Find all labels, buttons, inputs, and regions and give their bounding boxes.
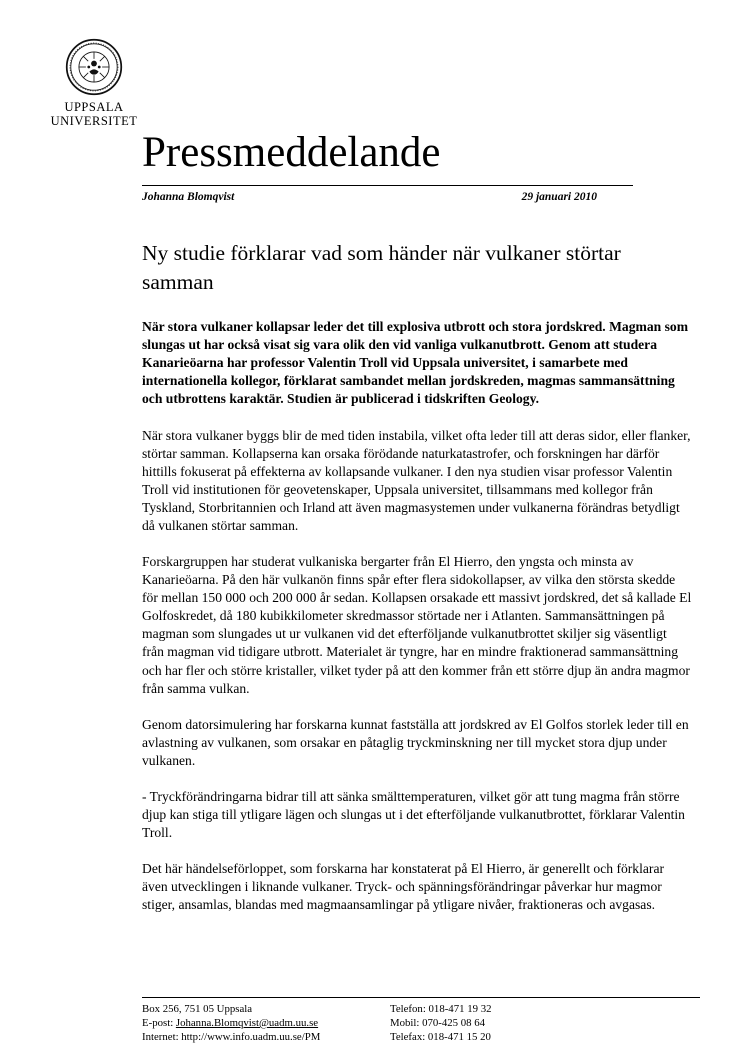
body-paragraph-1: När stora vulkaner byggs blir de med tiden instabila, vilket ofta leder till att deras sidor, eller flanker, störtar samman. Kollapserna kan orsaka förödande naturkatastrofer, och forskningen har därför hittills fokuserat på effekterna av kollapsande vulkaner. I den nya studien visar professor Valentin Troll vid institutionen för geovetenskaper, Uppsala universitet, tillsammans med kollegor från Tyskland, Storbritannien och Irland att även magmasystemen under vulkanerna förändras betydligt då vulkanen störtar samman. (142, 427, 691, 533)
footer-contact-left (142, 1003, 390, 1044)
footer-email-link[interactable]: Johanna.Blomqvist@uadm.uu.se (175, 1016, 319, 1029)
footer-fax: Telefax: 018-471 15 20 (390, 1030, 491, 1043)
footer-internet: Internet: http://www.info.uadm.uu.se/PM (142, 1030, 321, 1043)
org-name-line1: UPPSALA (64, 100, 124, 114)
author-name: Johanna Blomqvist (142, 191, 235, 204)
body-paragraph-4: - Tryckförändringarna bidrar till att sänka smälttemperaturen, vilket gör att tung magma från större djup kan stiga till ytligare lägen och slungas ut i det efterföljande vulkanutbrottet, förklarar Valentin Troll. (142, 788, 685, 841)
university-logo-block (42, 38, 146, 129)
university-seal-icon (65, 38, 123, 96)
document-title: Pressmeddelande (142, 129, 441, 176)
title-divider (142, 185, 633, 186)
body-paragraph-2: Forskargruppen har studerat vulkaniska bergarter från El Hierro, den yngsta och minsta av Kanarieöarna. På den här vulkanön finns spår efter flera sidokollapser, av vilka den största skedde för mellan 150 000 och 200 000 år sedan. Kollapsen orsakade ett massivt jordskred, det så kallade El Golfoskredet, då 180 kubikkilometer skredmassor störtade ner i Atlanten. Sammansättningen på magman som slungades ut ur vulkanen vid det efterföljande vulkanutbrottet skiljer sig väsentligt från magman vid tidigare utbrott. Materialet är tyngre, har en mindre fraktionerad sammansättning och har fler och större kristaller, vilket tyder på att den kommer från ett större djup än andra magmor från samma vulkan. (142, 554, 692, 696)
body-paragraph-5: Det här händelseförloppet, som forskarna har konstaterat på El Hierro, är generellt och förklarar även utvecklingen i liknande vulkaner. Tryck- och spänningsförändringar påverkar hur magmor stiger, ansamlas, blandas med magmaansamlingar på ytligare nivåer, fraktioneras och avgasas. (142, 861, 665, 913)
footer-phone: Telefon: 018-471 19 32 (390, 1003, 492, 1015)
org-name-line2: UNIVERSITET (50, 114, 138, 129)
footer (142, 997, 700, 1044)
footer-mobile: Mobil: 070-425 08 64 (390, 1016, 486, 1029)
footer-email-line (142, 1017, 390, 1031)
article-heading: Ny studie förklarar vad som händer när vulkaner störtar samman (142, 241, 621, 295)
footer-email-label: E-post: (142, 1016, 176, 1029)
footer-contact-right (390, 1003, 640, 1044)
footer-address: Box 256, 751 05 Uppsala (142, 1003, 253, 1015)
lead-paragraph: När stora vulkaner kollapsar leder det till explosiva utbrott och stora jordskred. Magman som slungas ut har också visat sig vara olik den vid vanliga vulkanutbrott. Genom att studera Kanarieöarna har professor Valentin Troll vid Uppsala universitet, i samarbete med internationella kollegor, förklarat sambandet mellan jordskreden, magmas sammansättning och utbrottens karaktär. Studien är publicerad i tidskriften Geology. (142, 319, 689, 407)
meta-row (142, 191, 597, 203)
document-content (142, 0, 692, 914)
body-paragraph-3: Genom datorsimulering har forskarna kunnat fastställa att jordskred av El Golfos storlek leder till en avlastning av vulkanen, som orsakar en påtaglig tryckminskning ner till mycket stora djup under vulkanen. (142, 716, 689, 768)
publish-date: 29 januari 2010 (521, 191, 597, 204)
